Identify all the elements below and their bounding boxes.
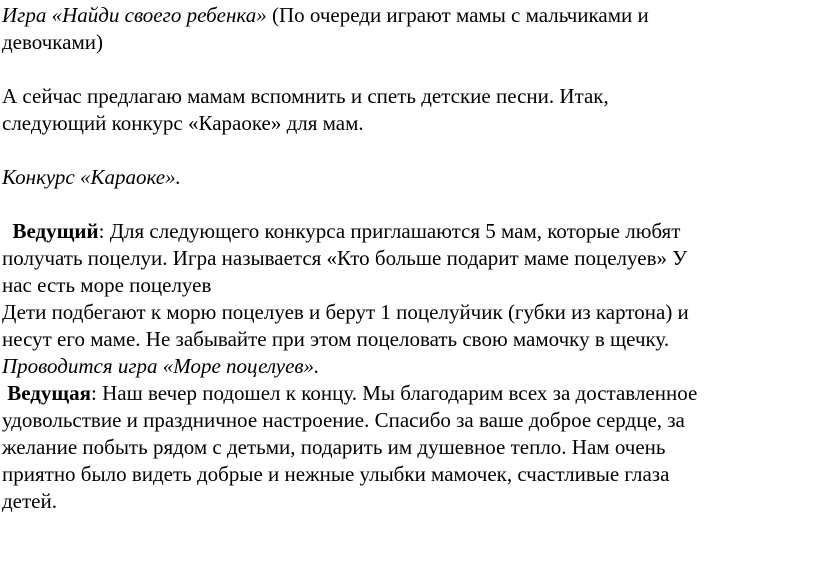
host-speech-line-1 bbox=[2, 218, 816, 245]
spacer bbox=[2, 56, 816, 83]
closing-speech-line-4: приятно было видеть добрые и нежные улыбки мамочек, счастливые глаза bbox=[2, 462, 670, 486]
game-title: Игра «Найди своего ребенка» bbox=[2, 3, 267, 27]
game-description: (По очереди играют мамы с мальчиками и bbox=[266, 3, 649, 27]
host-speech-line-4: Дети подбегают к морю поцелуев и берут 1 поцелуйчик (губки из картона) и bbox=[2, 300, 689, 324]
paragraph-karaoke-intro-line-1: А сейчас предлагаю мамам вспомнить и спеть детские песни. Итак, bbox=[2, 84, 609, 108]
closing-speech-text: : Наш вечер подошел к концу. Мы благодарим всех за доставленное bbox=[91, 381, 698, 405]
paragraph-game-intro-line-1 bbox=[2, 2, 816, 29]
host-speech-line-2: получать поцелуи. Игра называется «Кто больше подарит маме поцелуев» У bbox=[2, 246, 688, 270]
closing-speech-line-2: удовольствие и праздничное настроение. Спасибо за ваше доброе сердце, за bbox=[2, 408, 685, 432]
speaker-host-male: Ведущий bbox=[12, 219, 99, 243]
game-announcement: Проводится игра «Море поцелуев». bbox=[2, 354, 320, 378]
closing-speech-line-5: детей. bbox=[2, 489, 57, 513]
spacer bbox=[2, 191, 816, 218]
paragraph-game-intro-line-2: девочками) bbox=[2, 30, 104, 54]
host-speech-line-3: нас есть море поцелуев bbox=[2, 273, 212, 297]
paragraph-karaoke-intro-line-2: следующий конкурс «Караоке» для мам. bbox=[2, 111, 364, 135]
closing-speech-line-1 bbox=[2, 380, 816, 407]
host-speech-text: : Для следующего конкурса приглашаются 5 мам, которые любят bbox=[98, 219, 681, 243]
closing-speech-line-3: желание побыть рядом с детьми, подарить им душевное тепло. Нам очень bbox=[2, 435, 666, 459]
host-speech-line-5: несут его маме. Не забывайте при этом поцеловать свою мамочку в щечку. bbox=[2, 327, 670, 351]
contest-title: Конкурс «Караоке». bbox=[2, 165, 181, 189]
speaker-host-female: Ведущая bbox=[7, 381, 92, 405]
spacer bbox=[2, 137, 816, 164]
